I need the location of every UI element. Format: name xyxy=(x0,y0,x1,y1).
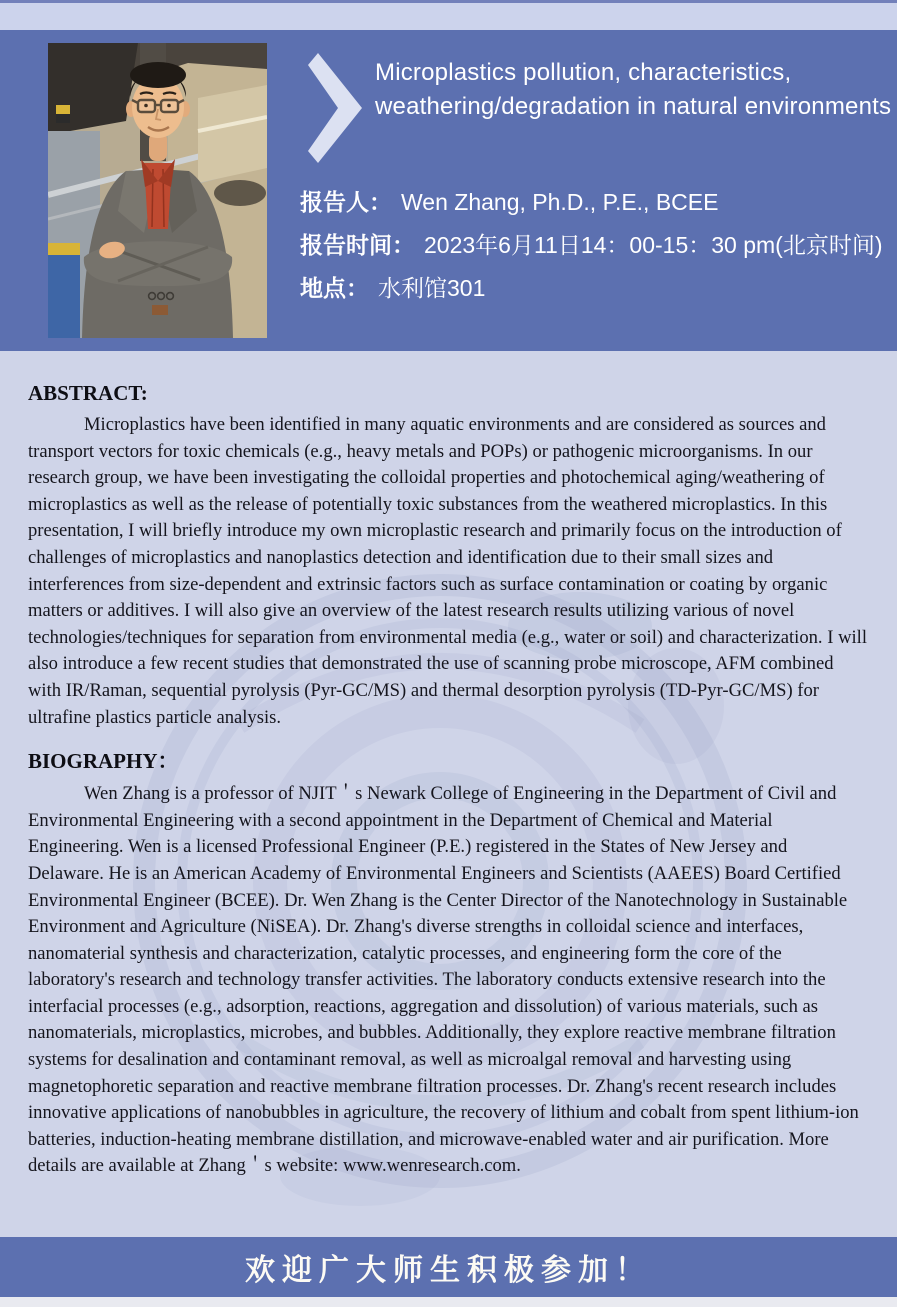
abstract-heading: ABSTRACT: xyxy=(28,381,148,405)
seminar-meta xyxy=(300,186,882,315)
biography-paragraph: Wen Zhang is a professor of NJIT＇s Newark College of Engineering in the Department of Civil and Environmental Engineering with a second appointment in the Department of Chemical and Material Engineering. Wen is a licensed Professional Engineer (P.E.) registered in the States of New Jersey and Delaware. He is an American Academy of Environmental Engineers and Scientists (AAEES) Board Certified Environmental Engineer (BCEE). Dr. Wen Zhang is the Center Director of the Nanotechnology in Sustainable Environment and Agriculture (NiSEA). Dr. Zhang's diverse strengths in colloidal science and interfaces, nanomaterial synthesis and characterization, catalytic processes, and engineering form the core of the laboratory's research and technology transfer activities. The laboratory conducts extensive research into the interfacial processes (e.g., adsorption, reactions, aggregation and dissolution) of various materials, such as nanomaterials, microplastics, microbes, and bubbles. Additionally, they explore reactive membrane filtration systems for desalination and contaminant removal, as well as microalgal removal and harvesting using magnetophoretic separation and reactive membrane filtration processes. Dr. Zhang's recent research includes innovative applications of nanobubbles in agriculture, the recovery of lithium and cobalt from spent lithium-ion batteries, induction-heating membrane distillation, and microwave-enabled water and air purification. More details are available at Zhang＇s website: www.wenresearch.com. xyxy=(28,783,859,1177)
top-strip xyxy=(0,3,897,30)
speaker-photo xyxy=(48,43,267,338)
speaker-label: 报告人： xyxy=(300,189,392,215)
location-line xyxy=(300,272,882,315)
speaker-value: Wen Zhang, Ph.D., P.E., BCEE xyxy=(401,189,719,215)
time-label: 报告时间： xyxy=(300,232,415,258)
abstract-paragraph: Microplastics have been identified in many aquatic environments and are considered as sources and transport vectors for toxic chemicals (e.g., heavy metals and POPs) or pathogenic microorganisms. In our research group, we have been investigating the colloidal properties and photochemical aging/weathering of microplastics as well as the release of potentially toxic substances from the weathered microplastics. In this presentation, I will briefly introduce my own microplastic research and primarily focus on the introduction of challenges of microplastics and nanoplastics detection and identification due to their small sizes and interferences from size-dependent and extrinsic factors such as surface contamination or coating by organic matters or additives. I will also give an overview of the latest research results utilizing various of novel technologies/techniques for separation from environmental media (e.g., water or soil) and characterization. I will also introduce a few recent studies that demonstrated the use of scanning probe microscope, AFM combined with IR/Raman, sequential pyrolysis (Pyr-GC/MS) and thermal desorption pyrolysis (TD-Pyr-GC/MS) for ultrafine plastics particle analysis. xyxy=(28,414,867,728)
chevron-right-icon xyxy=(308,53,362,163)
bottom-strip xyxy=(0,1297,897,1307)
time-line xyxy=(300,229,882,272)
location-value: 水利馆301 xyxy=(378,275,486,301)
speaker-line xyxy=(300,186,882,229)
footer-banner xyxy=(0,1237,897,1297)
poster-body xyxy=(0,351,897,1237)
seminar-title: Microplastics pollution, characteristics, weathering/degradation in natural environments xyxy=(375,59,892,120)
biography-heading: BIOGRAPHY： xyxy=(28,749,179,774)
speaker-photo-illustration xyxy=(48,43,267,338)
header-banner xyxy=(0,30,897,351)
text-sections xyxy=(0,351,897,1180)
location-label: 地点： xyxy=(300,275,369,301)
welcome-message: 欢迎广大师生积极参加！ xyxy=(245,1254,652,1287)
time-value: 2023年6月11日14：00-15：30 pm(北京时间) xyxy=(424,232,883,258)
